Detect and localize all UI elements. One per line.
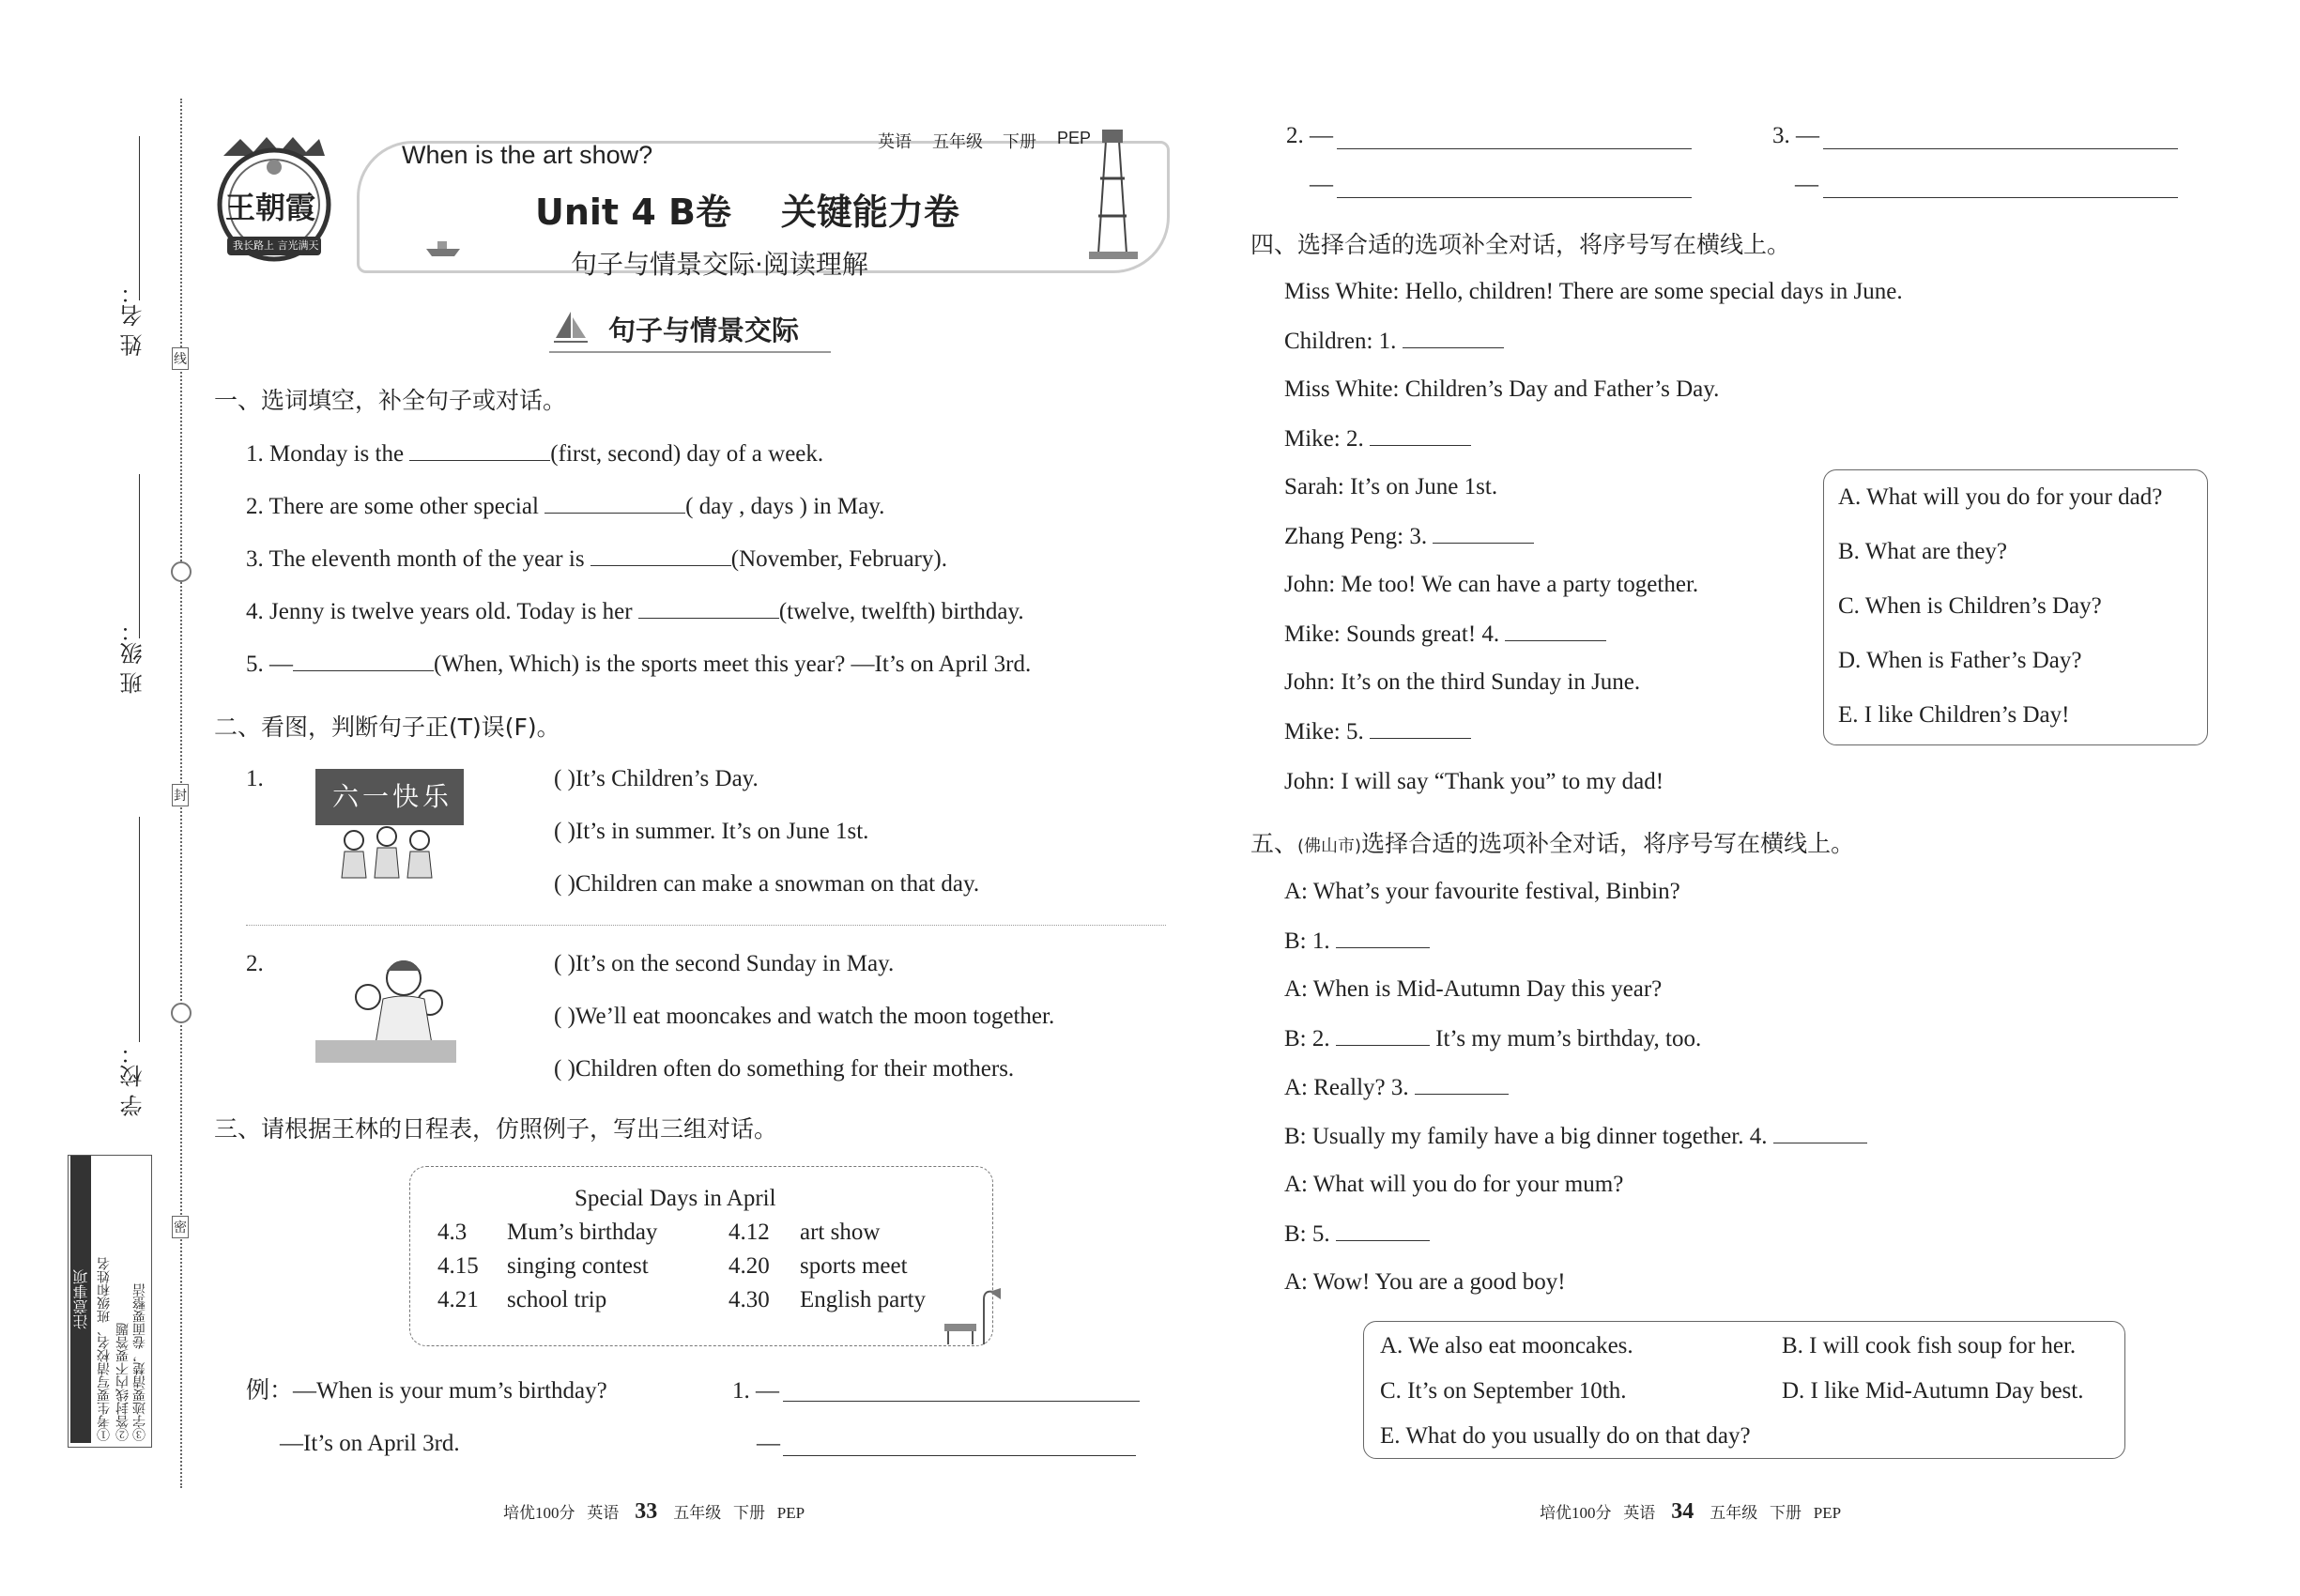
footer-right-brand: 培优100分 [1540, 1504, 1612, 1522]
q5-option-e: E. What do you usually do on that day? [1380, 1423, 1751, 1449]
q4-line-8 [1284, 620, 1606, 649]
q5-line-8-text: B: 5. [1284, 1221, 1330, 1247]
q4-blank-4[interactable] [1505, 620, 1606, 641]
q5-blank-3[interactable] [1415, 1073, 1509, 1095]
footer-right-grade: 五年级 [1710, 1504, 1758, 1522]
q4-line-1: Miss White: Hello, children! There are some special days in June. [1284, 279, 1903, 304]
q5-line-7: A: What will you do for your mum? [1284, 1172, 1624, 1197]
q5-heading [1250, 830, 1854, 861]
q5-line-6 [1284, 1122, 1867, 1151]
section-banner-underline [549, 351, 831, 353]
footer-left-grade: 五年级 [673, 1504, 722, 1522]
q4-blank-1[interactable] [1403, 327, 1504, 348]
childrens-day-picture [312, 765, 468, 882]
cut-mark-2: 封 [172, 784, 189, 806]
footer-left-page-number: 33 [635, 1499, 658, 1524]
q4-line-3: Miss White: Children’s Day and Father’s Day. [1284, 376, 1720, 402]
q5-line-4-tail: It’s my mum’s birthday, too. [1435, 1026, 1702, 1051]
schedule-date-4: 4.20 [728, 1253, 770, 1279]
q4-line-6-text: Zhang Peng: 3. [1284, 524, 1428, 549]
schedule-event-4: sports meet [800, 1253, 908, 1279]
notice-item-3: ③字迹要清楚，卷面要整洁 [132, 1283, 147, 1441]
q3-answer-line-3b[interactable] [1823, 197, 2178, 198]
q4-line-4 [1284, 424, 1471, 453]
q5-line-5-text: A: Really? 3. [1284, 1075, 1409, 1100]
logo-motto: 我长路上 言光满天 [233, 239, 319, 252]
q2-pic2-number: 2. [246, 951, 264, 976]
q4-option-b: B. What are they? [1838, 539, 2008, 564]
q2-pic2-item-2[interactable]: ( )We’ll eat mooncakes and watch the moon together. [554, 1004, 1055, 1029]
q2-pic2-item-3[interactable]: ( )Children often do something for their mothers. [554, 1056, 1015, 1082]
q1-item-5-post: (When, Which) is the sports meet this year? —It’s on April 3rd. [434, 652, 1032, 677]
class-label: 班 级： [120, 620, 146, 695]
q3-heading: 三、请根据王林的日程表，仿照例子，写出三组对话。 [214, 1115, 778, 1143]
q4-line-8-text: Mike: Sounds great! 4. [1284, 622, 1500, 647]
footer-left-term: 下册 [733, 1504, 765, 1522]
q1-blank-2[interactable] [544, 492, 685, 514]
school-line [139, 817, 140, 1042]
childrens-day-caption: 六一快乐 [332, 781, 453, 812]
q5-region-tag: (佛山市) [1297, 836, 1362, 856]
q2-divider [246, 925, 1166, 926]
q1-item-1 [246, 439, 823, 468]
logo-name: 王朝霞 [225, 190, 316, 225]
q2-pic1-item-1[interactable]: ( )It’s Children’s Day. [554, 766, 759, 791]
schedule-event-2: art show [800, 1220, 881, 1245]
q4-line-2-text: Children: 1. [1284, 329, 1397, 354]
page-subtitle: 句子与情景交际·阅读理解 [571, 249, 868, 280]
meta-grade: 五年级 [932, 132, 983, 152]
q5-blank-5[interactable] [1336, 1220, 1430, 1241]
q5-option-c: C. It’s on September 10th. [1380, 1378, 1627, 1404]
q2-heading: 二、看图，判断句子正(T)误(F)。 [214, 714, 560, 741]
q4-line-10 [1284, 717, 1471, 746]
cut-mark-1: 线 [172, 347, 189, 370]
name-label: 姓 名： [120, 282, 146, 357]
schedule-event-5: school trip [507, 1287, 607, 1312]
q1-item-5 [246, 650, 1031, 679]
page-title: Unit 4 B卷 关键能力卷 [535, 192, 959, 233]
q1-blank-4[interactable] [638, 597, 779, 619]
class-line [139, 474, 140, 638]
meta-term: 下册 [1003, 132, 1036, 152]
q3-blank-3-dash: — [1795, 172, 1818, 197]
q5-line-4 [1284, 1024, 1701, 1053]
schedule-event-1: Mum’s birthday [507, 1220, 658, 1245]
q1-item-3-pre: 3. The eleventh month of the year is [246, 546, 585, 572]
q4-line-9: John: It’s on the third Sunday in June. [1284, 669, 1641, 695]
footer-right-subject: 英语 [1623, 1504, 1656, 1522]
q2-pic1-number: 1. [246, 766, 264, 791]
schedule-date-2: 4.12 [728, 1220, 770, 1245]
q3-example-question: 例：—When is your mum’s birthday? [246, 1378, 607, 1404]
notice-item-1: ①考生要写清校名、班级和姓名 [97, 1257, 112, 1441]
q5-line-1: A: What’s your favourite festival, Binbin? [1284, 879, 1680, 904]
schedule-title: Special Days in April [575, 1186, 776, 1211]
q1-item-3 [246, 545, 947, 574]
footer-left-brand: 培优100分 [503, 1504, 575, 1522]
footer-left [503, 1499, 805, 1525]
footer-right [1540, 1499, 1841, 1525]
schedule-date-3: 4.15 [437, 1253, 479, 1279]
q4-line-11: John: I will say “Thank you” to my dad! [1284, 769, 1664, 794]
mothers-day-picture [310, 950, 475, 1067]
q5-line-6-text: B: Usually my family have a big dinner together. 4. [1284, 1124, 1768, 1149]
lighthouse-icon [1080, 122, 1145, 268]
q1-heading: 一、选词填空，补全句子或对话。 [214, 387, 567, 414]
q1-item-4-pre: 4. Jenny is twelve years old. Today is her [246, 599, 633, 624]
meta-subject: 英语 [878, 132, 912, 152]
q5-heading-post: 选择合适的选项补全对话，将序号写在横线上。 [1361, 830, 1855, 857]
footer-right-term: 下册 [1770, 1504, 1802, 1522]
q1-item-1-pre: 1. Monday is the [246, 441, 405, 467]
q2-pic1-item-2[interactable]: ( )It’s in summer. It’s on June 1st. [554, 819, 869, 844]
q1-item-2-post: ( day , days ) in May. [685, 494, 885, 519]
meta-edition: PEP [1057, 129, 1092, 147]
q3-blank-1-dash: — [757, 1431, 780, 1456]
brand-logo [208, 131, 340, 263]
q3-answer-line-1a[interactable] [783, 1401, 1140, 1402]
q5-blank-4[interactable] [1773, 1122, 1867, 1143]
q3-blank-1-label: 1. — [732, 1378, 779, 1404]
q1-item-2 [246, 492, 884, 521]
q4-blank-5[interactable] [1370, 717, 1471, 739]
q1-item-1-post: (first, second) day of a week. [550, 441, 824, 467]
q4-line-6 [1284, 522, 1534, 551]
q1-blank-3[interactable] [590, 545, 731, 566]
schedule-event-6: English party [800, 1287, 927, 1312]
q3-blank-2-label: 2. — [1286, 123, 1333, 148]
footer-right-edition: PEP [1813, 1504, 1842, 1522]
q3-answer-line-1b[interactable] [783, 1455, 1136, 1456]
q4-blank-2[interactable] [1370, 424, 1471, 446]
footer-left-subject: 英语 [587, 1504, 620, 1522]
ship-icon [424, 238, 462, 263]
q2-pic2-item-1[interactable]: ( )It’s on the second Sunday in May. [554, 951, 895, 976]
q1-item-2-pre: 2. There are some other special [246, 494, 539, 519]
q5-line-2 [1284, 927, 1430, 956]
q4-option-e: E. I like Children’s Day! [1838, 702, 2070, 728]
q1-item-3-post: (November, February). [730, 546, 947, 572]
section-banner: 句子与情景交际 [608, 315, 800, 346]
q4-line-2 [1284, 327, 1504, 356]
q5-heading-pre: 五、 [1250, 830, 1298, 857]
q3-answer-line-2a[interactable] [1337, 148, 1692, 149]
q1-item-4-post: (twelve, twelfth) birthday. [778, 599, 1024, 624]
q1-blank-1[interactable] [409, 439, 550, 461]
schedule-date-5: 4.21 [437, 1287, 479, 1312]
q5-blank-1[interactable] [1336, 927, 1430, 948]
cut-mark-3: 密 [172, 1216, 189, 1238]
q5-line-2-text: B: 1. [1284, 928, 1330, 954]
q3-answer-line-2b[interactable] [1337, 197, 1692, 198]
q4-blank-3[interactable] [1433, 522, 1534, 544]
q3-example-answer: —It’s on April 3rd. [280, 1431, 460, 1456]
q2-pic1-item-3[interactable]: ( )Children can make a snowman on that day. [554, 871, 980, 897]
q1-blank-5[interactable] [293, 650, 434, 671]
q5-blank-2[interactable] [1336, 1024, 1430, 1046]
q4-option-d: D. When is Father’s Day? [1838, 648, 2082, 673]
q4-line-4-text: Mike: 2. [1284, 426, 1364, 452]
notice-title: 注意事项 [70, 1156, 91, 1443]
q5-option-d: D. I like Mid-Autumn Day best. [1782, 1378, 2084, 1404]
q5-line-8 [1284, 1220, 1430, 1249]
q1-item-4 [246, 597, 1024, 626]
schedule-date-6: 4.30 [728, 1287, 770, 1312]
q1-item-5-pre: 5. — [246, 652, 293, 677]
q5-option-a: A. We also eat mooncakes. [1380, 1333, 1633, 1358]
q3-blank-2-dash: — [1310, 172, 1333, 197]
name-line [139, 136, 140, 300]
notice-item-2: ②答封线内不要答题 [115, 1323, 130, 1441]
seal-icon-1 [171, 561, 192, 582]
q4-line-7: John: Me too! We can have a party together. [1284, 572, 1699, 597]
q5-line-5 [1284, 1073, 1509, 1102]
q3-blank-3-label: 3. — [1772, 123, 1819, 148]
schedule-event-3: singing contest [507, 1253, 649, 1279]
q5-option-b: B. I will cook fish soup for her. [1782, 1333, 2077, 1358]
q4-line-5: Sarah: It’s on June 1st. [1284, 474, 1498, 499]
unit-topic: When is the art show? [402, 141, 653, 169]
q5-line-3: A: When is Mid-Autumn Day this year? [1284, 976, 1663, 1002]
desk-lamp-icon [939, 1286, 1004, 1353]
seal-icon-2 [171, 1003, 192, 1023]
sailboat-icon [552, 310, 590, 352]
q4-option-c: C. When is Children’s Day? [1838, 593, 2102, 619]
notice-box [68, 1155, 152, 1448]
q5-line-9: A: Wow! You are a good boy! [1284, 1269, 1566, 1295]
q4-line-10-text: Mike: 5. [1284, 719, 1364, 744]
q4-heading: 四、选择合适的选项补全对话，将序号写在横线上。 [1250, 231, 1791, 258]
school-label: 学 校： [120, 1042, 146, 1117]
footer-right-page-number: 34 [1671, 1499, 1694, 1524]
footer-left-edition: PEP [776, 1504, 805, 1522]
q4-option-a: A. What will you do for your dad? [1838, 484, 2163, 510]
q5-line-4-text: B: 2. [1284, 1026, 1330, 1051]
q3-answer-line-3a[interactable] [1823, 148, 2178, 149]
schedule-date-1: 4.3 [437, 1220, 468, 1245]
